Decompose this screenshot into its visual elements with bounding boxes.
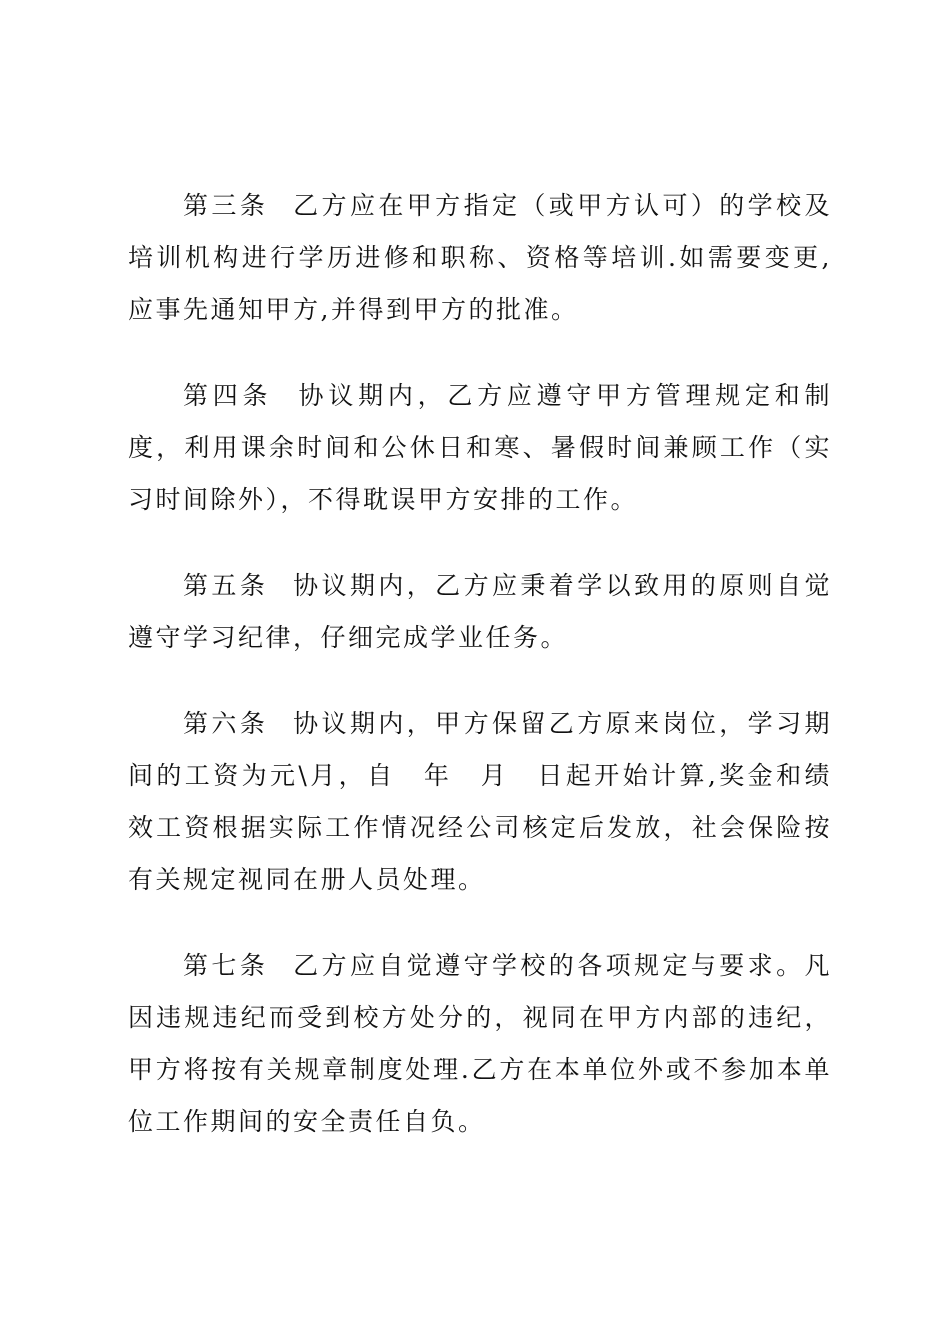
clause-4 (128, 370, 832, 526)
clause-text: 协议期内，乙方应遵守甲方管理规定和制度，利用课余时间和公休日和寒、暑假时间兼顾工作（实习时间除外），不得耽误甲方安排的工作。 (128, 381, 832, 514)
clause-text: 协议期内，甲方保留乙方原来岗位，学习期间的工资为元\月，自 年 月 日起开始计算,奖金和绩效工资根据实际工作情况经公司核定后发放，社会保险按有关规定视同在册人员处理。 (128, 709, 832, 894)
clause-6 (128, 698, 832, 906)
clause-number: 第六条 (183, 709, 269, 738)
clause-number: 第七条 (183, 951, 269, 980)
clause-text: 乙方应在甲方指定（或甲方认可）的学校及培训机构进行学历进修和职称、资格等培训.如需要变更,应事先通知甲方,并得到甲方的批准。 (128, 191, 832, 324)
clause-number: 第五条 (183, 571, 269, 600)
clause-number: 第三条 (183, 191, 269, 220)
clause-text: 协议期内，乙方应秉着学以致用的原则自觉遵守学习纪律，仔细完成学业任务。 (128, 571, 832, 652)
clause-7 (128, 940, 832, 1148)
document-body (128, 180, 832, 1182)
clause-number: 第四条 (183, 381, 273, 410)
clause-5 (128, 560, 832, 664)
clause-3 (128, 180, 832, 336)
clause-text: 乙方应自觉遵守学校的各项规定与要求。凡因违规违纪而受到校方处分的，视同在甲方内部的违纪，甲方将按有关规章制度处理.乙方在本单位外或不参加本单位工作期间的安全责任自负。 (128, 951, 832, 1136)
